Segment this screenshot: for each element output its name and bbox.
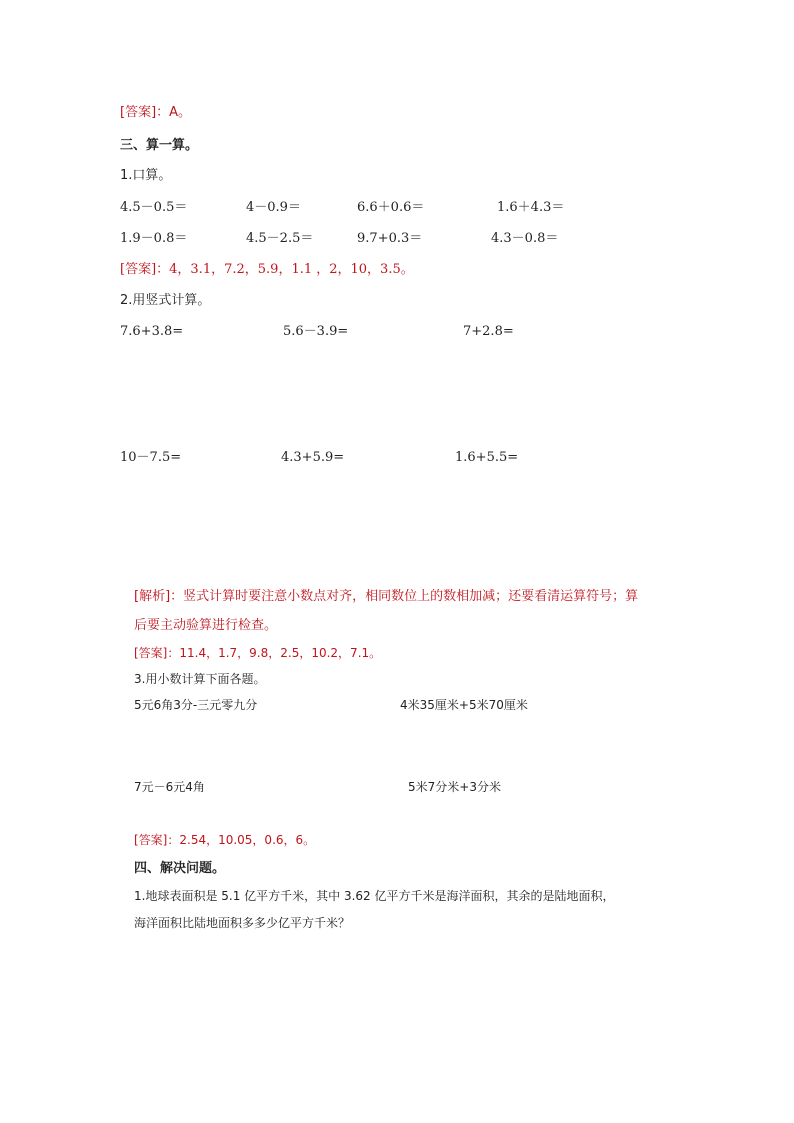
vertical-calc-3: 7+2.8= bbox=[463, 324, 514, 339]
q3-title: 3.用小数计算下面各题。 bbox=[134, 672, 266, 686]
oral-calc-1: 4.5－0.5＝ bbox=[120, 200, 188, 215]
oral-calc-8: 4.3－0.8＝ bbox=[491, 231, 559, 246]
oral-calc-5: 1.9－0.8＝ bbox=[120, 231, 188, 246]
answer-top: [答案]：A。 bbox=[120, 105, 192, 120]
decimal-problem-4: 5米7分米+3分米 bbox=[408, 780, 501, 794]
problem1-line2: 海洋面积比陆地面积多多少亿平方千米？ bbox=[134, 916, 351, 930]
q2-analysis-line2: 后要主动验算进行检查。 bbox=[134, 618, 278, 633]
decimal-problem-1: 5元6角3分-三元零九分 bbox=[134, 698, 258, 712]
oral-calc-2: 4－0.9＝ bbox=[246, 200, 301, 215]
decimal-problem-2: 4米35厘米+5米70厘米 bbox=[400, 698, 528, 712]
vertical-calc-2: 5.6－3.9= bbox=[283, 324, 349, 339]
oral-calc-7: 9.7+0.3＝ bbox=[357, 231, 423, 246]
decimal-problem-3: 7元－6元4角 bbox=[134, 780, 205, 794]
section-heading-problems: 四、解决问题。 bbox=[134, 861, 226, 876]
vertical-calc-5: 4.3+5.9= bbox=[281, 450, 345, 465]
oral-calc-4: 1.6＋4.3＝ bbox=[497, 200, 565, 215]
q2-answer: [答案]：11.4，1.7，9.8，2.5，10.2，7.1。 bbox=[134, 646, 382, 660]
q2-analysis-line1: [解析]：竖式计算时要注意小数点对齐，相同数位上的数相加减；还要看清运算符号；算 bbox=[134, 589, 639, 604]
vertical-calc-6: 1.6+5.5= bbox=[455, 450, 519, 465]
q1-title: 1.口算。 bbox=[120, 168, 172, 183]
oral-calc-3: 6.6＋0.6＝ bbox=[357, 200, 425, 215]
q2-title: 2.用竖式计算。 bbox=[120, 293, 211, 308]
vertical-calc-1: 7.6+3.8= bbox=[120, 324, 184, 339]
q3-answer: [答案]：2.54，10.05，0.6，6。 bbox=[134, 833, 316, 847]
problem1-line1: 1.地球表面积是 5.1 亿平方千米，其中 3.62 亿平方千米是海洋面积，其余的是陆地面积， bbox=[134, 889, 615, 903]
vertical-calc-4: 10－7.5= bbox=[120, 450, 182, 465]
oral-calc-6: 4.5－2.5＝ bbox=[246, 231, 314, 246]
q1-answer: [答案]：4，3.1，7.2，5.9，1.1 ，2，10，3.5。 bbox=[120, 262, 414, 277]
section-heading-calc: 三、算一算。 bbox=[120, 138, 199, 153]
